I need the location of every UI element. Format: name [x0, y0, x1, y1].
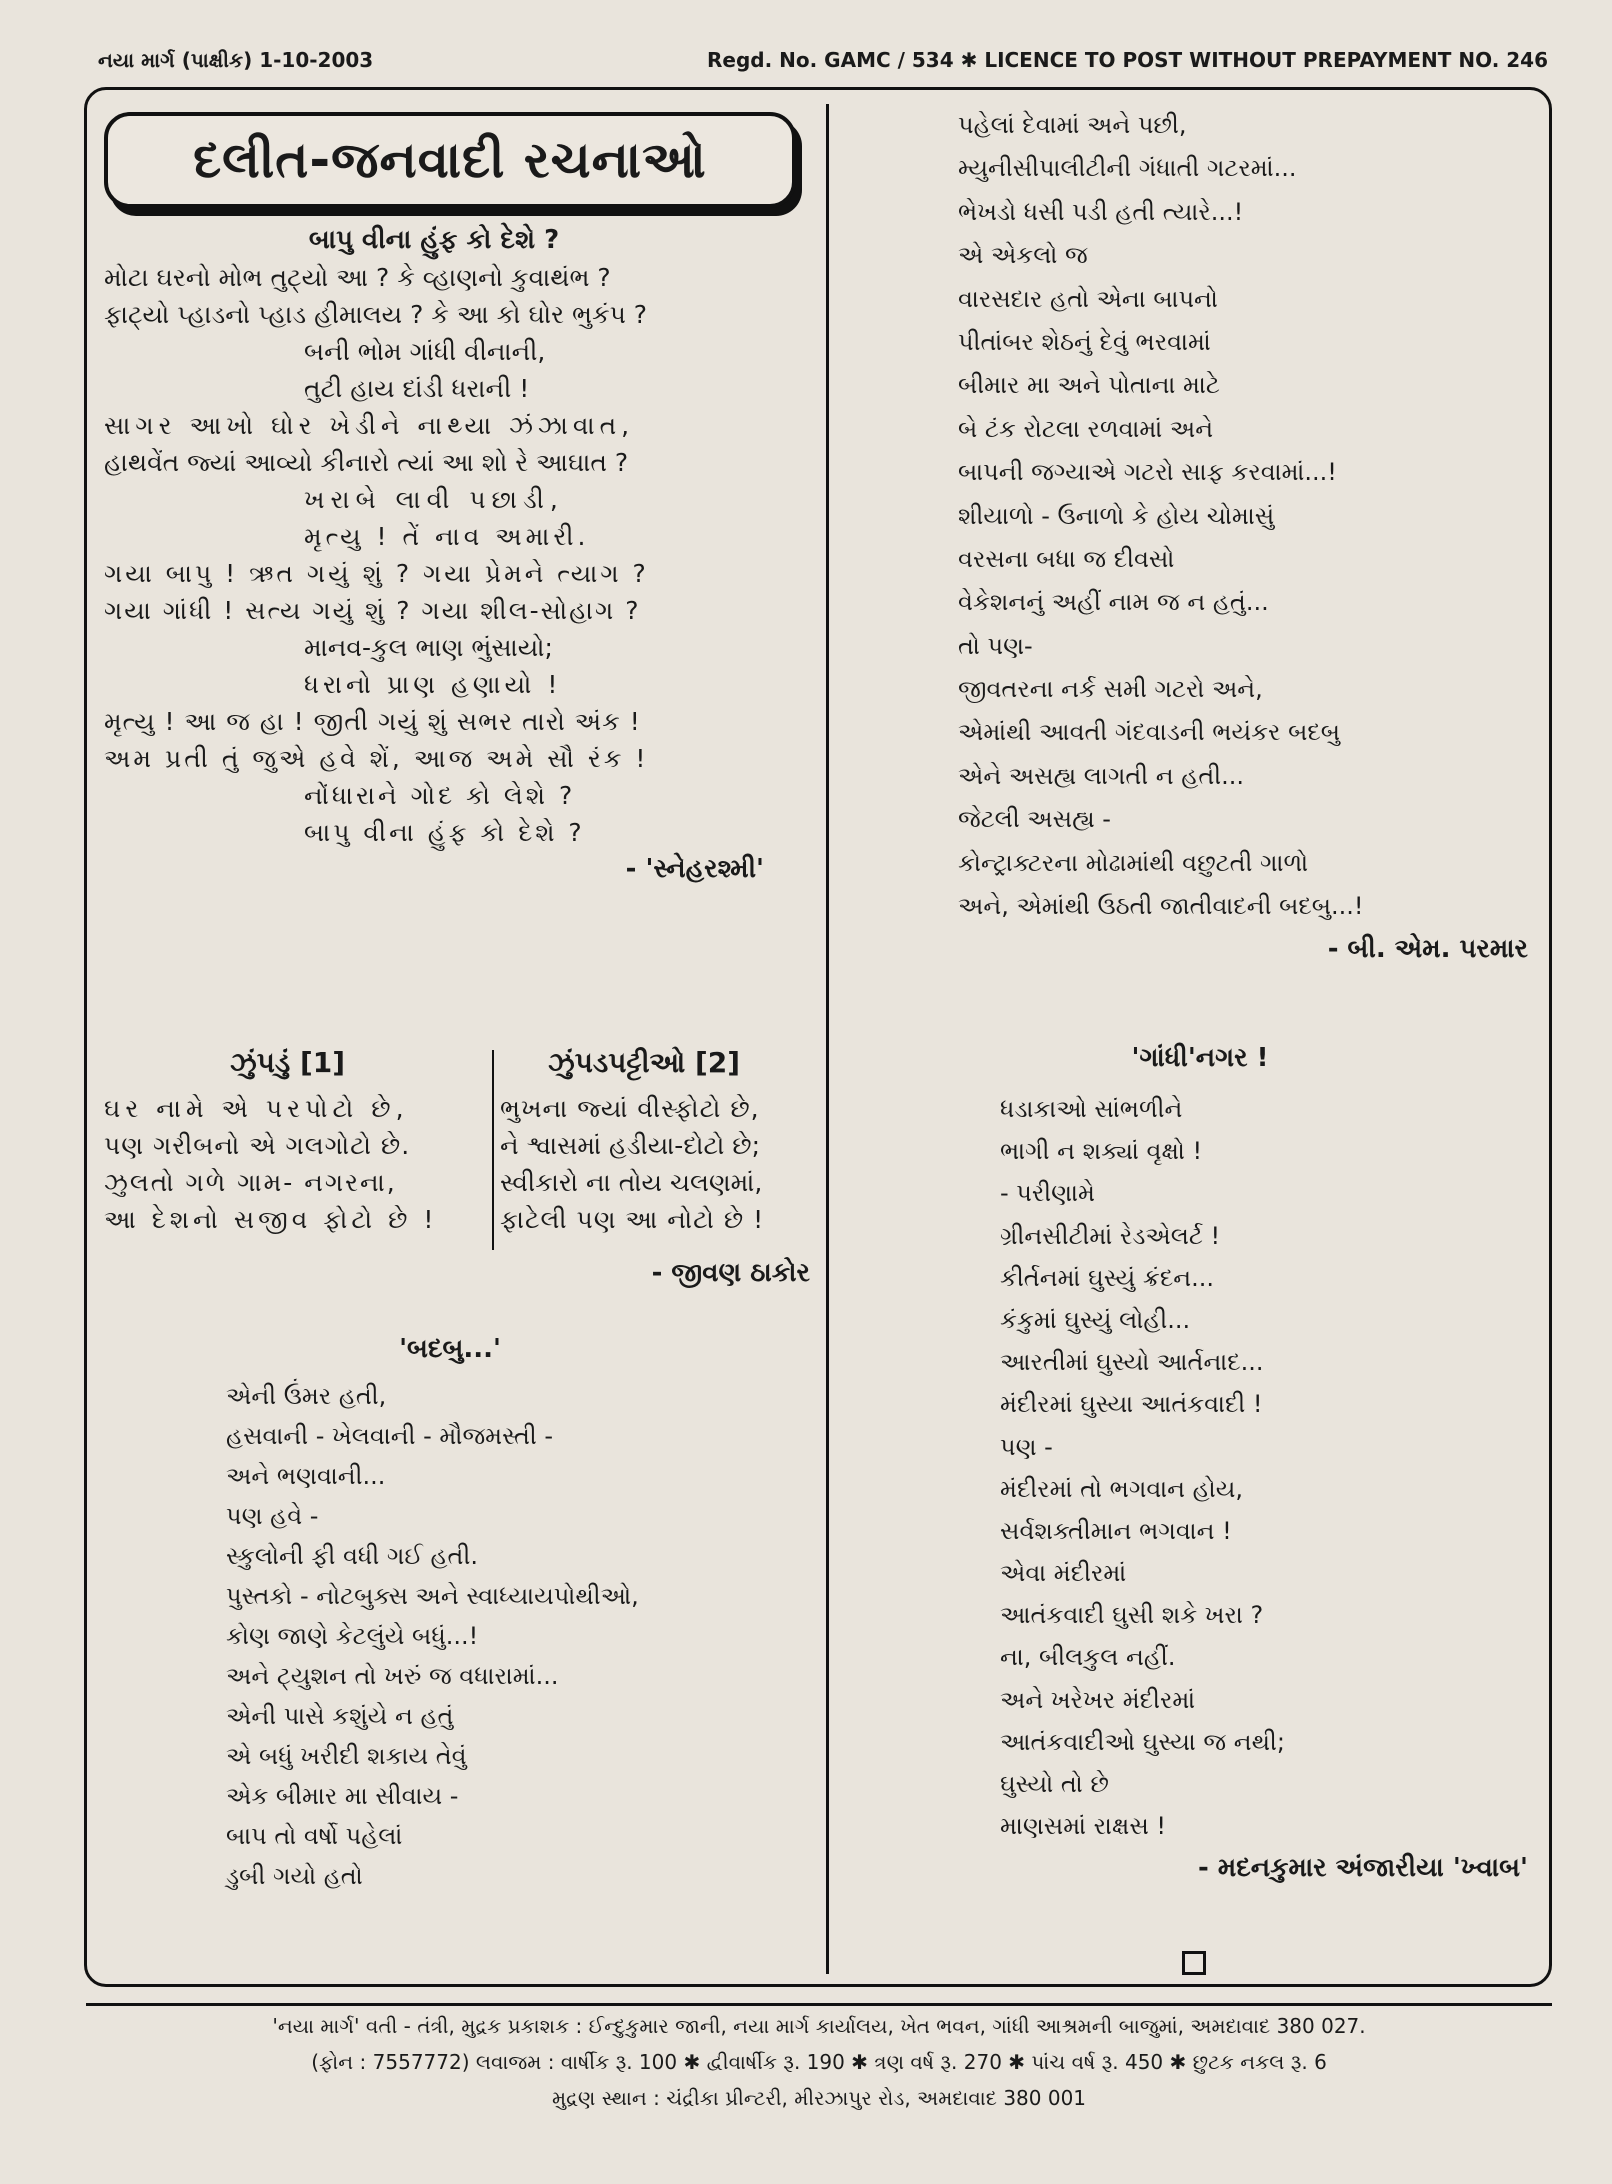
poem-line: કીર્તનમાં ઘુસ્યું ક્રંદન...: [1000, 1263, 1215, 1292]
poem-line: એવા મંદીરમાં: [1000, 1559, 1127, 1588]
poem-line: વરસના બધા જ દીવસો: [958, 544, 1175, 573]
poem-title: 'બદબુ...': [399, 1334, 501, 1364]
poem-line: એ બધું ખરીદી શકાય તેવું: [226, 1742, 467, 1770]
poem-line: મંદીરમાં ઘુસ્યા આતંકવાદી !: [1000, 1390, 1263, 1419]
poem-line: અને, એમાંથી ઉઠતી જાતીવાદની બદબુ...!: [958, 892, 1364, 921]
poem-line: મૃત્યુ ! આ જ હા ! જીતી ગયું શું સભર તારો અંક !: [104, 707, 641, 736]
poem-line: માણસમાં રાક્ષસ !: [1000, 1812, 1167, 1841]
poem-line: આ દેશનો સજીવ ફોટો છે !: [104, 1205, 438, 1234]
poem-line: એમાંથી આવતી ગંદવાડની ભયંકર બદબુ: [958, 718, 1341, 747]
poem-title: 'ગાંધી'નગર !: [1131, 1043, 1269, 1073]
footer-subscription: (ફોન : 7557772) લવાજમ : વાર્ષીક રૂ. 100 ✱ દ્વીવાર્ષીક રૂ. 190 ✱ ત્રણ વર્ષ રૂ. 270 ✱ પાંચ વર્ષ રૂ. 450 ✱ છુટક નકલ રૂ. 6: [311, 2050, 1327, 2074]
poem-line: મોટા ઘરનો મોભ તુટ્યો આ ? કે વ્હાણનો કુવાથંભ ?: [104, 263, 611, 292]
zupadpatti-title: ઝુંપડપટ્ટીઓ [2]: [548, 1046, 741, 1079]
poem-line: ધડાકાઓ સાંભળીને: [1000, 1095, 1183, 1123]
poem-line: મંદીરમાં તો ભગવાન હોય,: [1000, 1474, 1244, 1503]
poem-line: એક બીમાર મા સીવાય -: [226, 1782, 459, 1810]
poem-line: અને ભણવાની...: [226, 1462, 386, 1490]
poem-line: બીમાર મા અને પોતાના માટે: [958, 371, 1220, 400]
header-registration: Regd. No. GAMC / 534 ✱ LICENCE TO POST WITHOUT PREPAYMENT NO. 246: [706, 48, 1548, 72]
poem-line: ભેખડો ધસી પડી હતી ત્યારે...!: [958, 197, 1244, 226]
poem-line: પહેલાં દેવામાં અને પછી,: [958, 111, 1187, 139]
poem-badbu: [226, 1376, 786, 1896]
poem-line: ગયા બાપુ ! ઋત ગયું શું ? ગયા પ્રેમને ત્યાગ ?: [104, 559, 649, 588]
poem-line: તો પણ-: [958, 631, 1033, 660]
poem-line: ખરાબે લાવી પછાડી,: [304, 485, 564, 514]
poem-line: સ્વીકારો ના તોય ચલણમાં,: [500, 1168, 763, 1197]
poem-line: અમ પ્રતી તું જુએ હવે શેં, આજ અમે સૌ રંક !: [104, 744, 649, 773]
poem-line: કોણ જાણે કેટલુંયે બધું...!: [226, 1622, 479, 1650]
poem-line: એને અસહ્ય લાગતી ન હતી...: [958, 761, 1244, 790]
poem-line: બાપુ વીના હુંફ કો દેશે ?: [304, 818, 585, 847]
poem-line: અને ટ્યુશન તો ખરું જ વધારામાં...: [226, 1662, 559, 1690]
poem-line: ઝુલતો ગળે ગામ- નગરના,: [104, 1168, 397, 1197]
poem-line: પુસ્તકો - નોટબુક્સ અને સ્વાધ્યાયપોથીઓ,: [226, 1582, 639, 1610]
poem-line: મૃત્યુ ! તેં નાવ અમારી.: [304, 522, 590, 551]
poem-gandhinagar: [1000, 1088, 1540, 1890]
section-title: દલીત-જનવાદી રચનાઓ: [104, 112, 796, 208]
poem-line: ફાટેલી પણ આ નોટો છે !: [500, 1205, 765, 1234]
poem-line: સ્કુલોની ફી વધી ગઈ હતી.: [226, 1542, 478, 1570]
poem-line: કંકુમાં ઘુસ્યું લોહી...: [1000, 1305, 1191, 1334]
header-issue: નયા માર્ગ (પાક્ષીક) 1-10-2003: [98, 48, 374, 72]
poem-badbu-continued: [958, 104, 1528, 972]
poem-line: પણ -: [1000, 1432, 1053, 1461]
column-divider: [826, 104, 829, 1974]
poem-line: એ એકલો જ: [958, 241, 1088, 270]
poem-line: ગ્રીનસીટીમાં રેડએલર્ટ !: [1000, 1221, 1221, 1250]
poem-line: હસવાની - ખેલવાની - મૌજમસ્તી -: [226, 1422, 554, 1450]
poem-line: ના, બીલકુલ નહીં.: [1000, 1643, 1176, 1672]
poem-line: જીવતરના નર્ક સમી ગટરો અને,: [958, 675, 1263, 704]
poem-line: ભાગી ન શક્યાં વૃક્ષો !: [1000, 1137, 1203, 1166]
poem-line: કોન્ટ્રાક્ટરના મોઢામાંથી વછુટતી ગાળો: [958, 848, 1309, 877]
poem-line: બાપની જગ્યાએ ગટરો સાફ કરવામાં...!: [958, 458, 1337, 487]
poem-line: માનવ-કુલ ભાણ ભુંસાયો;: [304, 633, 553, 662]
poem-line: વેકેશનનું અહીં નામ જ ન હતું...: [958, 588, 1269, 617]
poem-line: નોંધારાને ગોદ કો લેશે ?: [304, 781, 576, 810]
footer-printer: મુદ્રણ સ્થાન : ચંદ્રીકા પ્રીન્ટરી, મીરઝાપુર રોડ, અમદાવાદ 380 001: [551, 2086, 1087, 2110]
poem-line: બાપ તો વર્ષો પહેલાં: [226, 1822, 403, 1850]
poem-line: શીયાળો - ઉનાળો કે હોય ચોમાસું: [958, 501, 1275, 530]
poem-line: સર્વશક્તીમાન ભગવાન !: [1000, 1516, 1232, 1545]
poem-line: ઘુસ્યો તો છે: [1000, 1770, 1109, 1798]
poem-line: હાથવેંત જ્યાં આવ્યો કીનારો ત્યાં આ શો રે આઘાત ?: [104, 448, 629, 477]
poem-line: ગયા ગાંધી ! સત્ય ગયું શું ? ગયા શીલ-સોહાગ ?: [104, 596, 641, 625]
poem-line: ધરાનો પ્રાણ હણાયો !: [304, 670, 562, 699]
poem-signature: - બી. એમ. પરમાર: [1327, 934, 1528, 965]
poem-title: બાપુ વીના હુંફ કો દેશે ?: [308, 225, 560, 255]
poem-line: એની પાસે કશુંયે ન હતું: [226, 1702, 454, 1730]
poem-line: ઘર નામે એ પરપોટો છે,: [104, 1094, 409, 1123]
poem-signature: - મદનકુમાર અંજારીયા 'ખ્વાબ': [1198, 1853, 1528, 1884]
poem-signature: - જીવણ ઠાકોર: [651, 1258, 810, 1288]
footer-divider: [86, 2003, 1552, 2006]
poem-line: પીતાંબર શેઠનું દેવું ભરવામાં: [958, 327, 1211, 356]
poem-line: અને ખરેખર મંદીરમાં: [1000, 1685, 1196, 1714]
poem-line: - પરીણામે: [1000, 1179, 1095, 1208]
poem-separator: [492, 1050, 494, 1250]
poem-line: પણ ગરીબનો એ ગલગોટો છે.: [104, 1131, 411, 1160]
end-mark-icon: [1182, 1951, 1206, 1975]
poem-bapu: [104, 222, 764, 888]
poem-line: વારસદાર હતો એના બાપનો: [958, 284, 1218, 313]
poem-line: પણ હવે -: [226, 1502, 319, 1530]
poem-line: ને શ્વાસમાં હડીયા-દોટો છે;: [500, 1131, 761, 1160]
poem-line: સાગર આખો ઘોર ખેડીને નાથ્યા ઝંઝાવાત,: [104, 411, 635, 440]
poem-line: તુટી હાય દાંડી ધરાની !: [304, 374, 530, 403]
footer-publisher: 'નયા માર્ગ' વતી - તંત્રી, મુદ્રક પ્રકાશક : ઈન્દુકુમાર જાની, નયા માર્ગ કાર્યાલય, ખેત ભવન, ગાંધી આશ્રમની બાજુમાં, અમદાવાદ 380 027.: [272, 2014, 1366, 2038]
poem-line: આતંકવાદીઓ ઘુસ્યા જ નથી;: [1000, 1727, 1285, 1756]
poem-zupdu: [104, 1090, 486, 1238]
poem-signature: - 'સ્નેહરશ્મી': [625, 854, 764, 884]
poem-line: ડુબી ગયો હતો: [226, 1862, 363, 1890]
poem-line: એની ઉંમર હતી,: [226, 1382, 387, 1410]
poem-zupadpatti: [500, 1090, 816, 1238]
poem-line: ફાટ્યો પ્હાડનો પ્હાડ હીમાલય ? કે આ કો ઘોર ભુકંપ ?: [104, 300, 648, 329]
poem-line: આતંકવાદી ઘુસી શકે ખરા ?: [1000, 1601, 1264, 1630]
poem-line: આરતીમાં ઘુસ્યો આર્તનાદ...: [1000, 1348, 1264, 1377]
poem-line: બે ટંક રોટલા રળવામાં અને: [958, 414, 1214, 443]
poem-line: મ્યુનીસીપાલીટીની ગંધાતી ગટરમાં...: [958, 154, 1297, 183]
poem-line: જેટલી અસહ્ય -: [958, 805, 1111, 834]
poem-line: ભુખના જ્યાં વીસ્ફોટો છે,: [500, 1094, 760, 1123]
poem-line: બની ભોમ ગાંધી વીનાની,: [304, 337, 546, 366]
zupdu-title: ઝુંપડું [1]: [230, 1046, 346, 1079]
